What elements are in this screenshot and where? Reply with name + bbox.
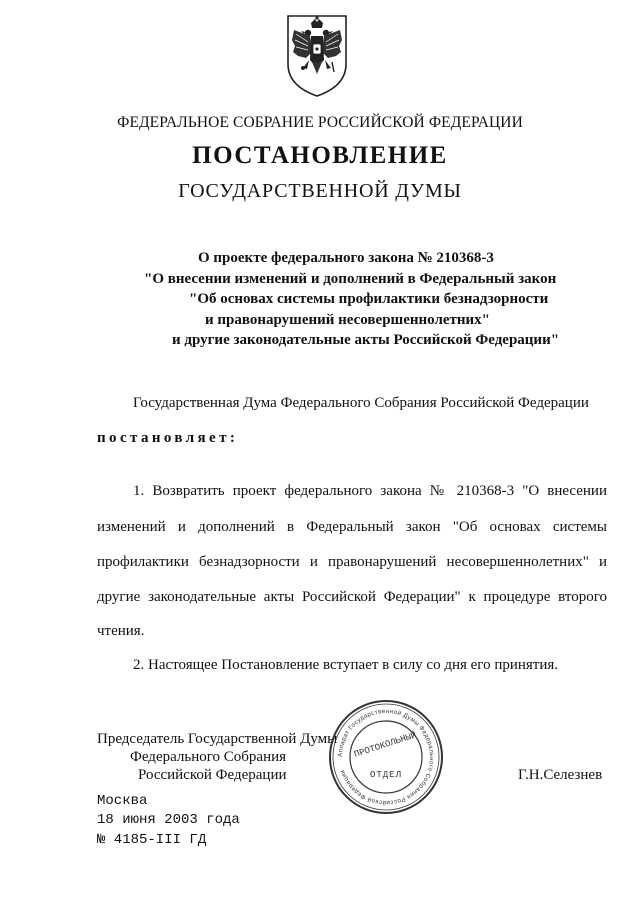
document-type-title: ПОСТАНОВЛЕНИЕ bbox=[192, 142, 448, 169]
signatory-name: Г.Н.Селезнев bbox=[518, 767, 603, 783]
subject-line: и правонарушений несовершеннолетних" bbox=[205, 311, 490, 328]
paragraph-1-line: профилактики безнадзорности и правонарушений несовершеннолетних" и bbox=[97, 554, 607, 570]
intro-paragraph: Государственная Дума Федерального Собрания Российской Федерации bbox=[133, 395, 589, 411]
subject-line: и другие законодательные акты Российской Федерации" bbox=[172, 332, 560, 348]
stamp-center-top: ПРОТОКОЛЬНЫЙ bbox=[353, 730, 418, 760]
paragraph-1-line: другие законодательные акты Российской Федерации" к процедуре второго bbox=[97, 589, 607, 605]
official-stamp bbox=[326, 697, 446, 817]
stamp-ring-text: Аппарат Государственной Думы Федерального Собрания Российской Федерации bbox=[336, 707, 436, 807]
document-date: 18 июня 2003 года bbox=[97, 812, 240, 828]
assembly-name: ФЕДЕРАЛЬНОЕ СОБРАНИЕ РОССИЙСКОЙ ФЕДЕРАЦИИ bbox=[117, 114, 523, 131]
subject-line: О проекте федерального закона № 210368-3 bbox=[198, 250, 494, 266]
double-headed-eagle-icon bbox=[282, 12, 352, 100]
paragraph-2: 2. Настоящее Постановление вступает в силу со дня его принятия. bbox=[133, 657, 559, 673]
paragraph-1-line: 1. Возвратить проект федерального закона № 210368-3 "О внесении bbox=[133, 483, 607, 499]
signatory-position-line: Федерального Собрания bbox=[130, 749, 287, 765]
subject-line: "Об основах системы профилактики безнадзорности bbox=[189, 291, 549, 307]
subject-line: "О внесении изменений и дополнений в Федеральный закон bbox=[144, 270, 557, 287]
paragraph-1-line: изменений и дополнений в Федеральный закон "Об основах системы bbox=[97, 519, 607, 535]
issuer-title: ГОСУДАРСТВЕННОЙ ДУМЫ bbox=[178, 180, 462, 202]
stamp-center-bottom: ОТДЕЛ bbox=[369, 770, 403, 780]
place-of-signing: Москва bbox=[97, 793, 148, 809]
signatory-position-line: Российской Федерации bbox=[138, 767, 287, 783]
svg-text:Аппарат Государственной Думы Ф bbox=[337, 708, 435, 806]
paragraph-1-line: чтения. bbox=[97, 623, 145, 639]
signatory-position-line: Председатель Государственной Думы bbox=[97, 731, 338, 747]
decree-word: постановляет: bbox=[97, 430, 239, 446]
document-number: № 4185-III ГД bbox=[97, 832, 207, 848]
coat-of-arms-emblem bbox=[282, 12, 352, 100]
